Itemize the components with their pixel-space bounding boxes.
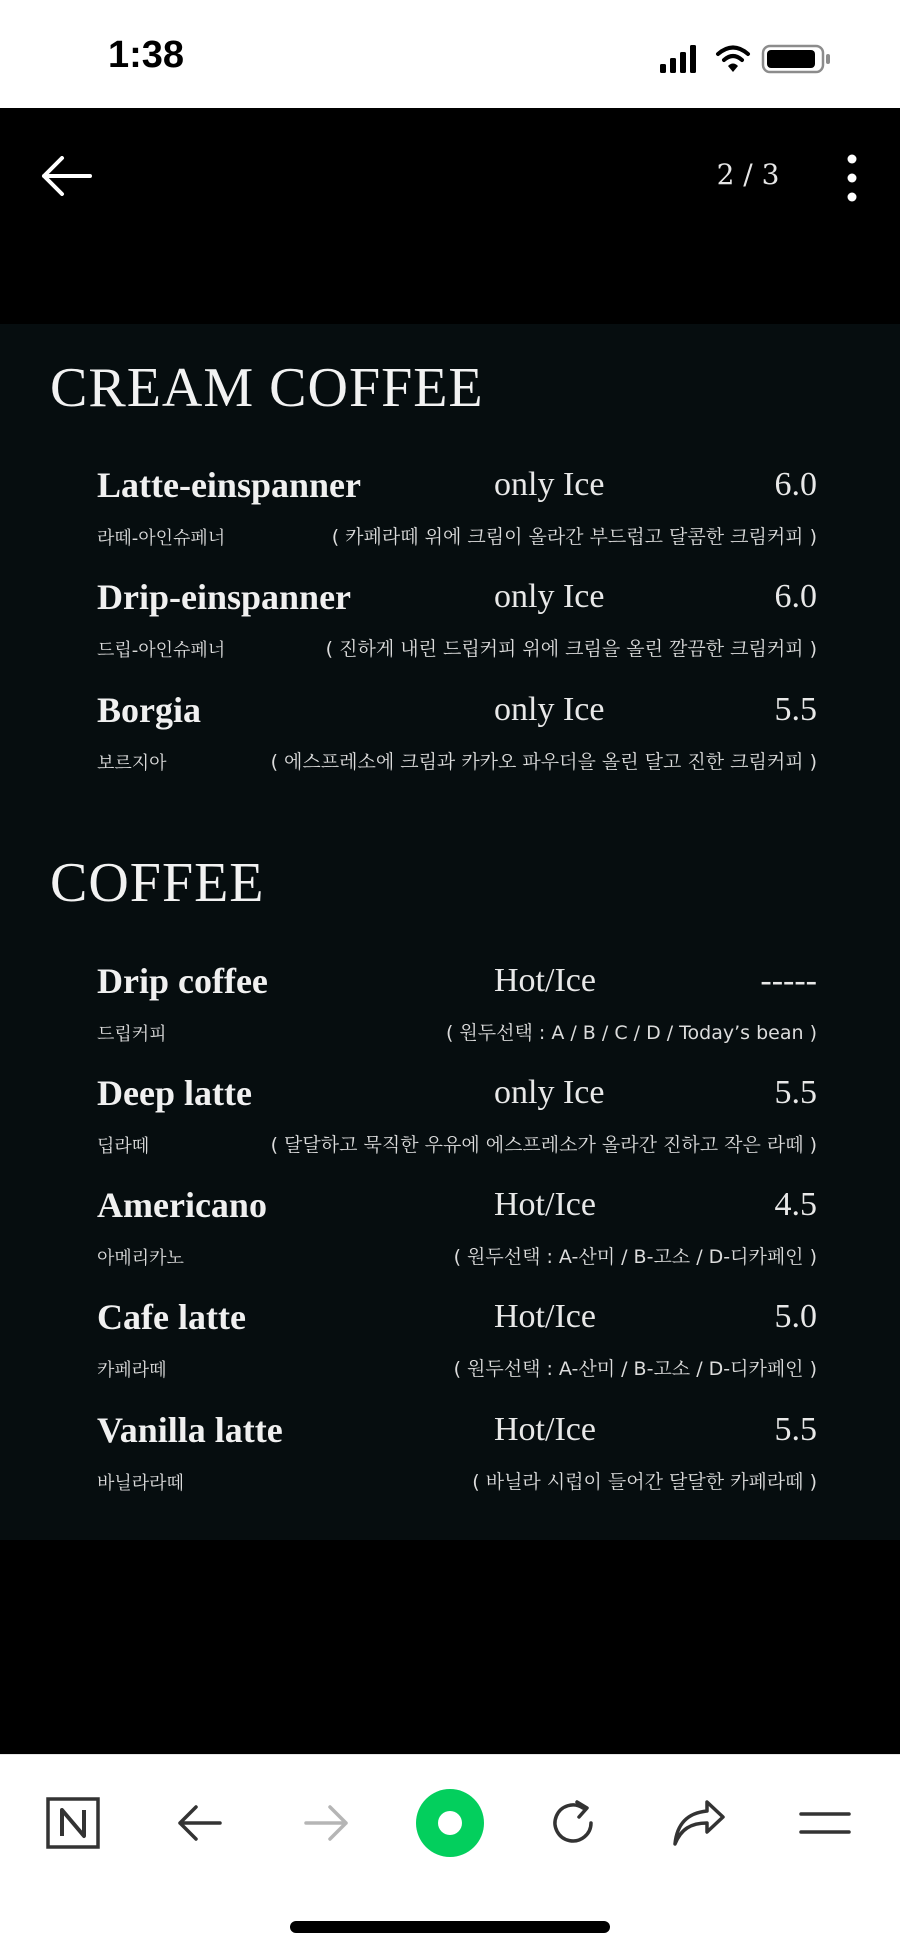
refresh-icon bbox=[547, 1797, 599, 1849]
item-description: ( 바닐라 시럽이 들어간 달달한 카페라떼 ) bbox=[472, 1471, 817, 1493]
item-price: 4.5 bbox=[774, 1186, 817, 1223]
item-name: Drip-einspanner bbox=[97, 577, 352, 617]
item-temp: only Ice bbox=[494, 466, 605, 503]
item-price: 6.0 bbox=[774, 578, 817, 615]
browser-back-button[interactable] bbox=[160, 1783, 240, 1863]
menu-item-deep-latte bbox=[97, 1072, 817, 1172]
item-korean-name: 드립-아인슈페너 bbox=[97, 640, 226, 661]
item-name: Drip coffee bbox=[97, 961, 268, 1001]
menu-image bbox=[0, 324, 900, 1540]
menu-item-drip-einspanner bbox=[97, 576, 817, 676]
wifi-icon bbox=[718, 48, 748, 73]
item-description: ( 진하게 내린 드립커피 위에 크림을 올린 깔끔한 크림커피 ) bbox=[325, 638, 817, 660]
share-icon bbox=[671, 1798, 727, 1848]
menu-item-borgia bbox=[97, 689, 817, 789]
green-dot-icon bbox=[415, 1788, 485, 1858]
item-korean-name: 딥라떼 bbox=[97, 1136, 150, 1157]
browser-toolbar bbox=[0, 1754, 900, 1949]
item-temp: Hot/Ice bbox=[494, 1411, 596, 1448]
item-price: 5.5 bbox=[774, 1074, 817, 1111]
item-price: 5.5 bbox=[774, 691, 817, 728]
battery-icon bbox=[763, 46, 830, 72]
back-arrow-icon bbox=[40, 156, 92, 196]
menu-button[interactable] bbox=[785, 1783, 865, 1863]
image-viewer-header bbox=[0, 108, 900, 324]
green-dot-button[interactable] bbox=[410, 1783, 490, 1863]
item-description: ( 원두선택 : A / B / C / D / Today’s bean ) bbox=[445, 1022, 817, 1044]
signal-icon bbox=[660, 45, 696, 73]
item-description: ( 에스프레소에 크림과 카카오 파우더을 올린 달고 진한 크림커피 ) bbox=[270, 751, 817, 773]
item-korean-name: 카페라떼 bbox=[97, 1360, 167, 1381]
status-bar bbox=[0, 0, 900, 108]
share-button[interactable] bbox=[659, 1783, 739, 1863]
page-indicator: 2 / 3 bbox=[716, 158, 780, 191]
menu-item-drip-coffee bbox=[97, 960, 817, 1060]
item-name: Deep latte bbox=[97, 1073, 252, 1113]
item-name: Cafe latte bbox=[97, 1297, 246, 1337]
back-button[interactable] bbox=[36, 146, 96, 206]
menu-icon bbox=[797, 1808, 853, 1838]
menu-item-americano bbox=[97, 1184, 817, 1284]
more-vertical-icon bbox=[846, 154, 858, 202]
more-options-button[interactable] bbox=[834, 150, 870, 206]
menu-item-cafe-latte bbox=[97, 1296, 817, 1396]
item-name: Latte-einspanner bbox=[97, 465, 361, 505]
status-time: 1:38 bbox=[108, 34, 185, 76]
naver-n-icon bbox=[46, 1797, 100, 1849]
item-korean-name: 바닐라라떼 bbox=[97, 1473, 184, 1494]
item-korean-name: 드립커피 bbox=[97, 1024, 167, 1045]
section-title-cream-coffee: CREAM COFFEE bbox=[50, 357, 484, 419]
item-price: ----- bbox=[760, 962, 817, 999]
menu-item-latte-einspanner bbox=[97, 464, 817, 564]
item-temp: Hot/Ice bbox=[494, 1186, 596, 1223]
item-temp: Hot/Ice bbox=[494, 962, 596, 999]
item-price: 5.5 bbox=[774, 1411, 817, 1448]
item-korean-name: 보르지아 bbox=[97, 753, 167, 774]
item-price: 6.0 bbox=[774, 466, 817, 503]
forward-arrow-icon bbox=[302, 1803, 350, 1843]
home-indicator bbox=[290, 1921, 610, 1933]
item-description: ( 달달하고 묵직한 우유에 에스프레소가 올라간 진하고 작은 라떼 ) bbox=[270, 1134, 817, 1156]
item-korean-name: 아메리카노 bbox=[97, 1248, 184, 1269]
status-icons bbox=[660, 44, 840, 74]
item-name: Vanilla latte bbox=[97, 1410, 283, 1450]
item-name: Borgia bbox=[97, 690, 201, 730]
refresh-button[interactable] bbox=[533, 1783, 613, 1863]
item-temp: only Ice bbox=[494, 691, 605, 728]
browser-forward-button[interactable] bbox=[286, 1783, 366, 1863]
item-description: ( 카페라떼 위에 크림이 올라간 부드럽고 달콤한 크림커피 ) bbox=[331, 526, 817, 548]
item-price: 5.0 bbox=[774, 1298, 817, 1335]
item-korean-name: 라떼-아인슈페너 bbox=[97, 528, 226, 549]
item-temp: only Ice bbox=[494, 1074, 605, 1111]
back-arrow-icon bbox=[176, 1803, 224, 1843]
item-temp: Hot/Ice bbox=[494, 1298, 596, 1335]
item-description: ( 원두선택 : A-산미 / B-고소 / D-디카페인 ) bbox=[453, 1246, 817, 1268]
menu-item-vanilla-latte bbox=[97, 1409, 817, 1509]
naver-home-button[interactable] bbox=[33, 1783, 113, 1863]
item-description: ( 원두선택 : A-산미 / B-고소 / D-디카페인 ) bbox=[453, 1358, 817, 1380]
item-name: Americano bbox=[97, 1185, 267, 1225]
item-temp: only Ice bbox=[494, 578, 605, 615]
section-title-coffee: COFFEE bbox=[50, 852, 265, 914]
